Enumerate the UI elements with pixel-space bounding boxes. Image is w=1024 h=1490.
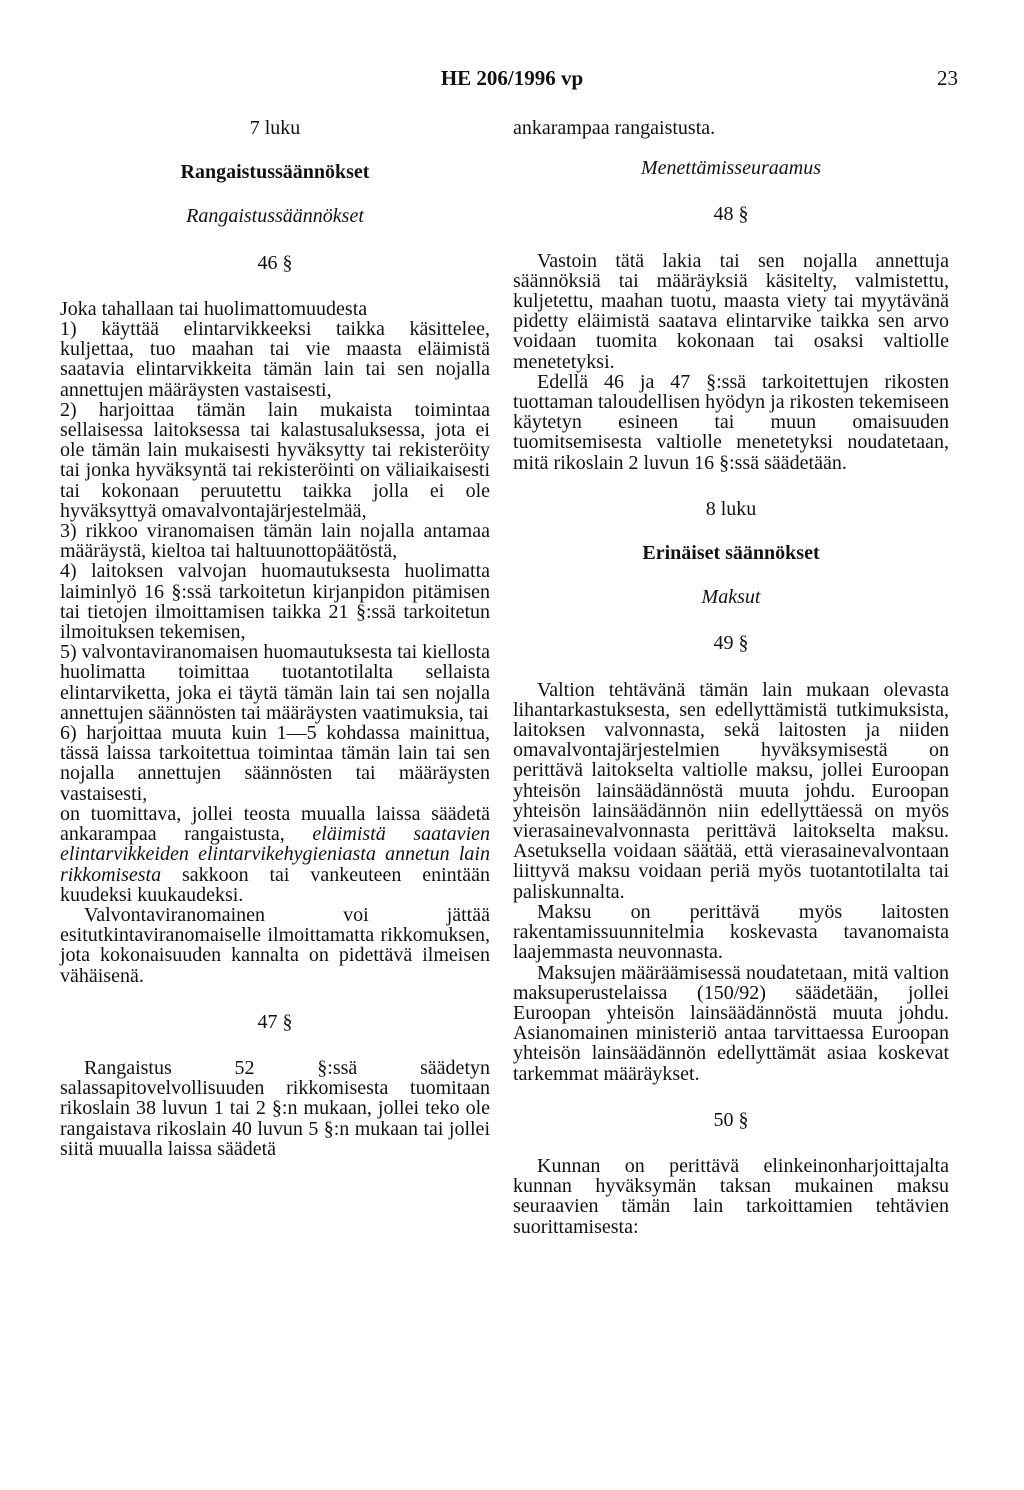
chapter-title: Erinäiset säännökset <box>642 542 820 565</box>
section-number-50: 50 § <box>713 1108 749 1131</box>
list-item: 2) harjoittaa tämän lain mukaista toimintaa sellaisessa laitoksessa tai kalastusaluksessa, jota ei ole tämän lain mukaisesti hyväksytty tai rekisteröity tai jonka hyväksyntä tai rekisteröinti on väliaikaisesti tai kokonaan peruutettu taikka jolla ei ole hyväksyttyä omavalvontajärjestelmää, <box>60 398 490 522</box>
paragraph: Maksujen määräämisessä noudatetaan, mitä valtion maksuperustelaissa (150/92) säädetään, jollei Euroopan yhteisön lainsäädännöstä muuta johdu. Asianomainen ministeriö antaa tarvittaessa Euroopan yhteisön lainsäädännön edellyttämät asiaa koskevat tarkemmat määräykset. <box>513 961 949 1085</box>
section-heading: Menettämisseuraamus <box>641 157 821 180</box>
penalty-text-a: on tuomittava, jollei teosta muualla laissa säädetä ankarampaa rangaistusta, <box>60 802 490 846</box>
left-column <box>60 118 490 1159</box>
paragraph: Edellä 46 ja 47 §:ssä tarkoitettujen rikosten tuottaman taloudellisen hyödyn ja rikosten tekemiseen käytetyn esineen tai muun omaisuuden tuomitsemisesta valtiolle menetetyksi noudatetaan, mitä rikoslain 2 luvun 16 §:ssä säädetään. <box>513 370 950 474</box>
list-item: 6) harjoittaa muuta kuin 1—5 kohdassa mainittua, tässä laissa tarkoitettua toimintaa tämän lain tai sen nojalla annettujen säännösten tai määräysten vastaisesti, <box>60 722 490 805</box>
penalty-paragraph <box>60 804 490 905</box>
paragraph: Kunnan on perittävä elinkeinonharjoittajalta kunnan hyväksymän taksan mukainen maksu seuraavien tämän lain tarkoittamien tehtävien suorittamisesta: <box>513 1154 949 1238</box>
list-item: 3) rikkoo viranomaisen tämän lain nojalla antamaa määräystä, kieltoa tai haltuunottopäätöstä, <box>60 520 490 563</box>
list-item: 1) käyttää elintarvikkeeksi taikka käsittelee, kuljettaa, tuo maahan tai vie maasta eläimistä saatavia elintarvikkeita tämän lain tai sen nojalla annettujen määräysten vastaisesti, <box>60 318 490 401</box>
section-heading: Rangaistussäännökset <box>186 205 364 228</box>
chapter-label: 7 luku <box>249 117 301 139</box>
paragraph: Valvontaviranomainen voi jättää esitutkintaviranomaiselle ilmoittamatta rikkomuksen, jota kokonaisuuden kannalta on pidettävä ilmeisen vähäisenä. <box>60 903 490 987</box>
chapter-label: 8 luku <box>705 497 757 520</box>
section-number-47: 47 § <box>257 1010 293 1033</box>
section-heading: Maksut <box>701 586 761 609</box>
section-number-49: 49 § <box>713 632 749 655</box>
paragraph: Vastoin tätä lakia tai sen nojalla annettuja säännöksiä tai määräyksiä käsitelty, valmistettu, kuljetettu, maahan tuotu, maasta viety tai myytävänä pidetty eläimistä saatava elintarvike taikka sen arvo voidaan tuomita kokonaan tai osaksi valtiolle menetetyksi. <box>513 249 949 373</box>
chapter-title: Rangaistussäännökset <box>180 161 370 184</box>
penalty-text-b: sakkoon tai vankeuteen enintään kuudeksi kuukaudeksi. <box>60 863 490 906</box>
paragraph-intro: Joka tahallaan tai huolimattomuudesta <box>60 297 368 320</box>
paragraph: Maksu on perittävä myös laitosten rakentamissuunnitelmia koskevasta tavanomaista laajemmasta neuvonnasta. <box>513 900 949 964</box>
paragraph: Valtion tehtävänä tämän lain mukaan olevasta lihantarkastuksesta, sen edellyttämistä tutkimuksista, laitoksen valvonnasta, sekä laitosten ja niiden omavalvontajärjestelmien hyväksymisestä on perittävä laitokselta valtiolle maksu, jollei Euroopan yhteisön lainsäädännöstä muuta johdu. Euroopan yhteisön lainsäädännön niin edellyttäessä on myös vierasainevalvonnasta perittävä laitokselta maksu. Asetuksella voidaan säätää, että vierasainevalvontaan liittyvä maksu voidaan periä myös tuotantotilalta tai paliskunnalta. <box>513 678 949 903</box>
document-header: HE 206/1996 vp <box>440 66 584 90</box>
paragraph-continuation: ankarampaa rangaistusta. <box>513 117 716 139</box>
penalty-text-italic: eläimistä saatavien elintarvikkeiden elintarvikehygieniasta annetun lain rikkomisesta <box>60 823 490 886</box>
list-item: 4) laitoksen valvojan huomautuksesta huolimatta laiminlyö 16 §:ssä tarkoitetun kirjanpidon pitämisen tai tietojen ilmoittamisen taikka 21 §:ssä tarkoitetun ilmoituksen tekemisen, <box>60 560 490 644</box>
paragraph: Rangaistus 52 §:ssä säädetyn salassapitovelvollisuuden rikkomisesta tuomitaan rikoslain 38 luvun 1 tai 2 §:n mukaan, jollei teko ole rangaistava rikoslain 40 luvun 5 §:n mukaan tai jollei siitä muualla laissa säädetä <box>60 1056 490 1160</box>
section-number-46: 46 § <box>257 251 293 274</box>
page-number: 23 <box>937 66 958 90</box>
right-column <box>513 118 949 1237</box>
section-number-48: 48 § <box>713 203 749 226</box>
list-item: 5) valvontaviranomaisen huomautuksesta tai kiellosta huolimatta toimittaa tuotantotilalta sellaista elintarviketta, joka ei täytä tämän lain tai sen nojalla annettujen säännösten tai määräysten vaatimuksia, tai <box>60 641 490 724</box>
